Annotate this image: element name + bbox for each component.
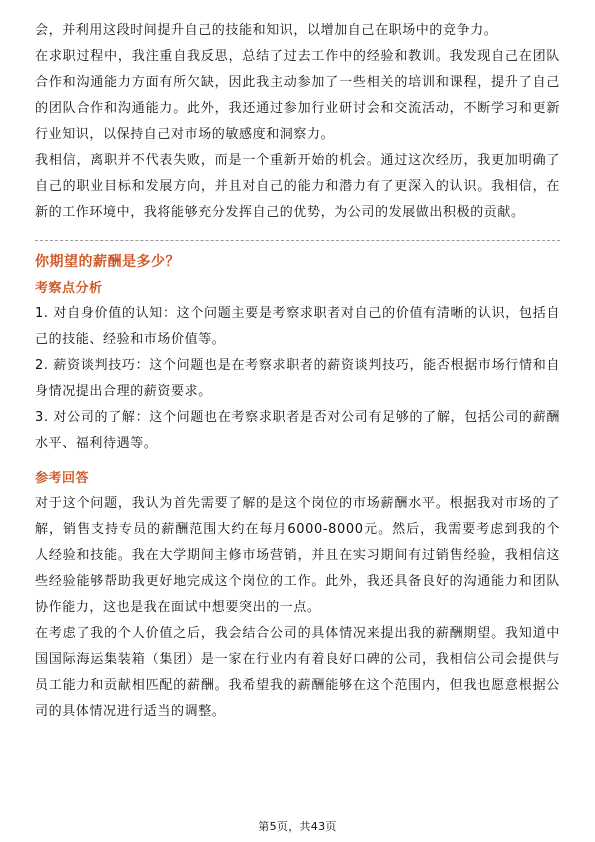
section-divider [35,240,560,241]
answer-paragraph: 对于这个问题，我认为首先需要了解的是这个岗位的市场薪酬水平。根据我对市场的了解，销售支持专员的薪酬范围大约在每月6000-8000元。然后，我需要考虑到我的个人经验和技能。我在大学期间主修市场营销，并且在实习期间有过销售经验，我相信这些经验能够帮助我更好地完成这个岗位的工作。此外，我还具备良好的沟通能力和团队协作能力，这也是我在面试中想要突出的一点。 [35,496,560,615]
question-title: 你期望的薪酬是多少？ [35,254,180,270]
section-spacer [35,457,560,465]
answer-paragraph: 在考虑了我的个人价值之后，我会结合公司的具体情况来提出我的薪酬期望。我知道中国国际海运集装箱（集团）是一家在行业内有着良好口碑的公司，我相信公司会提供与员工能力和贡献相匹配的薪酬。我希望我的薪酬能够在这个范围内，但我也愿意根据公司的具体情况进行适当的调整。 [35,626,560,719]
analysis-item: 2. 薪资谈判技巧：这个问题也是在考察求职者的薪资谈判技巧，能否根据市场行情和自身情况提出合理的薪资要求。 [35,358,560,399]
analysis-heading: 考察点分析 [35,281,103,296]
page-number: 第5页，共43页 [258,820,337,833]
page-content [35,18,560,725]
analysis-item: 1. 对自身价值的认知：这个问题主要是考察求职者对自己的价值有清晰的认识，包括自己的技能、经验和市场价值等。 [35,306,560,347]
answer-heading: 参考回答 [35,471,90,486]
intro-paragraph: 会，并利用这段时间提升自己的技能和知识，以增加自己在职场中的竞争力。 [35,23,498,38]
analysis-item: 3. 对公司的了解：这个问题也在考察求职者是否对公司有足够的了解，包括公司的薪酬水平、福利待遇等。 [35,410,560,451]
intro-paragraph: 在求职过程中，我注重自我反思，总结了过去工作中的经验和教训。我发现自己在团队合作和沟通能力方面有所欠缺，因此我主动参加了一些相关的培训和课程，提升了自己的团队合作和沟通能力。此外，我还通过参加行业研讨会和交流活动，不断学习和更新行业知识，以保持自己对市场的敏感度和洞察力。 [35,49,560,142]
intro-paragraph: 我相信，离职并不代表失败，而是一个重新开始的机会。通过这次经历，我更加明确了自己的职业目标和发展方向，并且对自己的能力和潜力有了更深入的认识。我相信，在新的工作环境中，我将能够充分发挥自己的优势，为公司的发展做出积极的贡献。 [35,153,560,220]
